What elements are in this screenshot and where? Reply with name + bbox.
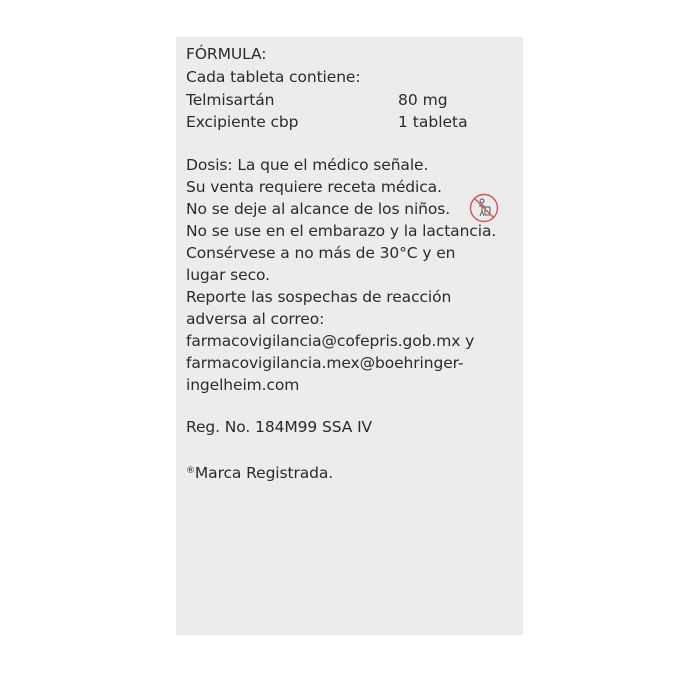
label-panel bbox=[176, 37, 523, 635]
trademark-text: Marca Registrada. bbox=[194, 464, 334, 482]
ingredient-value: 80 mg bbox=[398, 91, 448, 109]
excipient-value: 1 tableta bbox=[398, 113, 468, 131]
trademark-note bbox=[186, 460, 333, 484]
email-line: farmacovigilancia@cofepris.gob.mx y bbox=[186, 332, 475, 350]
formula-intro: Cada tableta contiene: bbox=[186, 68, 361, 86]
warning-line: Dosis: La que el médico señale. bbox=[186, 156, 429, 174]
registration-number: Reg. No. 184M99 SSA IV bbox=[186, 418, 373, 436]
warning-line: lugar seco. bbox=[186, 266, 270, 284]
no-children-icon bbox=[469, 193, 499, 223]
formula-title: FÓRMULA: bbox=[186, 45, 267, 63]
email-line: farmacovigilancia.mex@boehringer- bbox=[186, 354, 464, 372]
warning-line: Reporte las sospechas de reacción bbox=[186, 288, 452, 306]
warning-line: Su venta requiere receta médica. bbox=[186, 178, 442, 196]
warning-line: No se deje al alcance de los niños. bbox=[186, 200, 451, 218]
warning-line: Consérvese a no más de 30°C y en bbox=[186, 244, 456, 262]
excipient-name: Excipiente cbp bbox=[186, 113, 299, 131]
warning-line: No se use en el embarazo y la lactancia. bbox=[186, 222, 497, 240]
registered-symbol: ® bbox=[186, 466, 195, 476]
ingredient-name: Telmisartán bbox=[186, 91, 275, 109]
email-line: ingelheim.com bbox=[186, 376, 300, 394]
warning-line: adversa al correo: bbox=[186, 310, 325, 328]
